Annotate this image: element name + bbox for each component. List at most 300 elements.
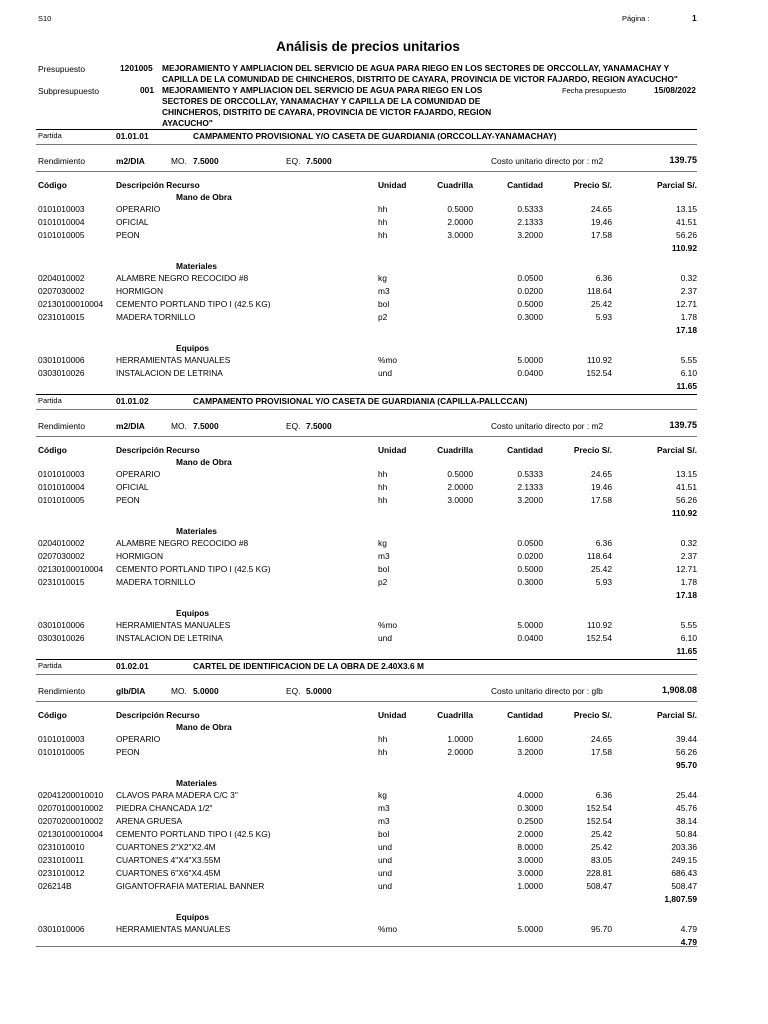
cell-codigo: 0301010006	[38, 355, 85, 365]
col-header-cuadrilla: Cuadrilla	[437, 710, 473, 720]
cell-cuadrilla: 2.0000	[447, 482, 473, 492]
cell-cuadrilla: 3.0000	[447, 230, 473, 240]
cell-descripcion: HERRAMIENTAS MANUALES	[116, 924, 231, 934]
partida-name-rule	[36, 409, 697, 410]
cell-unidad: hh	[378, 204, 388, 214]
cell-precio: 24.65	[591, 204, 612, 214]
cell-precio: 6.36	[595, 538, 612, 548]
presupuesto-code: 1201005	[120, 63, 153, 73]
cell-parcial: 0.32	[680, 273, 697, 283]
cell-precio: 5.93	[595, 577, 612, 587]
cell-codigo: 0204010002	[38, 273, 85, 283]
col-header-precio: Precio S/.	[573, 710, 612, 720]
cell-cantidad: 1.0000	[517, 881, 543, 891]
cell-unidad: m3	[378, 286, 390, 296]
cell-precio: 152.54	[586, 633, 612, 643]
cell-precio: 118.64	[587, 551, 612, 561]
cell-descripcion: MADERA TORNILLO	[116, 312, 196, 322]
cell-precio: 17.58	[591, 495, 612, 505]
cell-cantidad: 2.1333	[517, 482, 543, 492]
partida-code: 01.02.01	[116, 661, 149, 671]
cell-precio: 118.64	[587, 286, 612, 296]
cell-precio: 19.46	[591, 217, 612, 227]
col-header-codigo: Código	[38, 180, 67, 190]
partida-block	[0, 127, 768, 397]
cell-precio: 152.54	[586, 803, 612, 813]
cell-unidad: p2	[378, 577, 388, 587]
cell-cantidad: 2.0000	[517, 829, 543, 839]
fecha-label: Fecha presupuesto	[562, 86, 627, 95]
cell-precio: 110.92	[587, 620, 612, 630]
partida-label: Partida	[38, 661, 62, 670]
cell-codigo: 0303010026	[38, 368, 85, 378]
costo-unitario-label: Costo unitario directo por : m2	[491, 156, 604, 166]
cell-codigo: 02130100010004	[38, 564, 104, 574]
group-subtotal: 1,807.59	[664, 894, 697, 904]
partida-name: CAMPAMENTO PROVISIONAL Y/O CASETA DE GUARDIANIA (CAPILLA-PALLCCAN)	[193, 396, 528, 406]
presupuesto-description: MEJORAMIENTO Y AMPLIACION DEL SERVICIO DE AGUA PARA RIEGO EN LOS SECTORES DE ORCCOLLAY, YANAMACHAY Y CAPILLA DE LA COMUNIDAD DE CHINCHEROS, DISTRITO DE CAYARA, PROVINCIA DE VICTOR FAJARDO, REGION AYACUCHO"	[162, 63, 678, 84]
cell-codigo: 0204010002	[38, 538, 85, 548]
cell-cantidad: 0.0400	[517, 633, 543, 643]
table-row	[0, 495, 768, 508]
cell-precio: 152.54	[586, 816, 612, 826]
eq-label: EQ.	[286, 421, 301, 431]
cell-cantidad: 3.2000	[517, 230, 543, 240]
cell-precio: 17.58	[591, 230, 612, 240]
partida-top-rule	[36, 129, 697, 130]
cell-precio: 95.70	[591, 924, 612, 934]
cell-descripcion: ALAMBRE NEGRO RECOCIDO #8	[116, 538, 249, 548]
partida-block	[0, 657, 768, 947]
mo-label: MO.	[171, 421, 187, 431]
cell-unidad: kg	[378, 538, 387, 548]
cell-unidad: hh	[378, 482, 388, 492]
table-row	[0, 881, 768, 894]
cell-descripcion: PEON	[116, 747, 140, 757]
header-rule	[36, 701, 697, 702]
partida-code: 01.01.02	[116, 396, 149, 406]
mo-value: 7.5000	[193, 156, 219, 166]
subpresupuesto-label: Subpresupuesto	[38, 86, 99, 96]
cell-unidad: kg	[378, 273, 387, 283]
cell-cantidad: 0.0500	[517, 273, 543, 283]
group-title: Materiales	[176, 526, 217, 536]
table-row	[0, 538, 768, 551]
cell-codigo: 0301010006	[38, 924, 85, 934]
cell-parcial: 5.55	[680, 620, 697, 630]
eq-label: EQ.	[286, 686, 301, 696]
cell-codigo: 0101010005	[38, 230, 85, 240]
partida-block	[0, 392, 768, 662]
cell-cantidad: 0.0200	[517, 286, 543, 296]
cell-cantidad: 0.0200	[517, 551, 543, 561]
table-row	[0, 620, 768, 633]
cell-descripcion: CEMENTO PORTLAND TIPO I (42.5 KG)	[116, 299, 271, 309]
cell-unidad: hh	[378, 217, 388, 227]
cell-descripcion: INSTALACION DE LETRINA	[116, 633, 223, 643]
cell-unidad: hh	[378, 495, 388, 505]
table-row	[0, 469, 768, 482]
cell-unidad: m3	[378, 803, 390, 813]
partida-label: Partida	[38, 131, 62, 140]
cell-parcial: 2.37	[680, 286, 697, 296]
cell-codigo: 0101010005	[38, 747, 85, 757]
cell-cantidad: 0.3000	[517, 577, 543, 587]
cell-precio: 6.36	[595, 273, 612, 283]
cell-codigo: 0207030002	[38, 551, 85, 561]
cell-precio: 24.65	[591, 734, 612, 744]
cell-parcial: 56.26	[676, 495, 697, 505]
cell-unidad: und	[378, 842, 392, 852]
cell-cantidad: 0.5333	[517, 204, 543, 214]
cell-cantidad: 0.2500	[517, 816, 543, 826]
col-header-cantidad: Cantidad	[507, 445, 543, 455]
eq-label: EQ.	[286, 156, 301, 166]
cell-descripcion: OPERARIO	[116, 734, 161, 744]
cell-parcial: 41.51	[676, 217, 697, 227]
cell-descripcion: OPERARIO	[116, 469, 161, 479]
col-header-precio: Precio S/.	[573, 445, 612, 455]
cell-descripcion: HORMIGON	[116, 551, 163, 561]
cell-descripcion: MADERA TORNILLO	[116, 577, 196, 587]
cell-cuadrilla: 0.5000	[447, 204, 473, 214]
cell-descripcion: CUARTONES 6"X6"X4.45M	[116, 868, 221, 878]
cell-precio: 110.92	[587, 355, 612, 365]
col-header-unidad: Unidad	[378, 445, 407, 455]
eq-value: 7.5000	[306, 156, 332, 166]
mo-value: 7.5000	[193, 421, 219, 431]
cell-parcial: 0.32	[680, 538, 697, 548]
partida-code: 01.01.01	[116, 131, 149, 141]
cell-codigo: 0231010012	[38, 868, 85, 878]
cell-codigo: 0101010003	[38, 469, 85, 479]
eq-value: 7.5000	[306, 421, 332, 431]
table-row	[0, 299, 768, 312]
cell-parcial: 2.37	[680, 551, 697, 561]
cell-codigo: 02130100010004	[38, 299, 104, 309]
cell-cantidad: 5.0000	[517, 355, 543, 365]
partida-top-rule	[36, 394, 697, 395]
cell-parcial: 38.14	[676, 816, 697, 826]
col-header-unidad: Unidad	[378, 710, 407, 720]
group-subtotal: 11.65	[676, 646, 697, 656]
table-row	[0, 790, 768, 803]
col-header-descripcion: Descripción Recurso	[116, 180, 200, 190]
cell-codigo: 0101010004	[38, 482, 85, 492]
table-row	[0, 868, 768, 881]
cell-codigo: 0301010006	[38, 620, 85, 630]
cell-unidad: hh	[378, 734, 388, 744]
page-label: Página :	[622, 14, 650, 23]
table-row	[0, 855, 768, 868]
header-rule	[36, 171, 697, 172]
fecha-value: 15/08/2022	[654, 85, 696, 95]
cell-cuadrilla: 3.0000	[447, 495, 473, 505]
cell-parcial: 56.26	[676, 230, 697, 240]
group-title: Equipos	[176, 608, 210, 618]
table-row	[0, 564, 768, 577]
rendimiento-unit: m2/DIA	[116, 421, 145, 431]
group-title: Mano de Obra	[176, 722, 232, 732]
col-header-parcial: Parcial S/.	[656, 180, 697, 190]
subpresupuesto-description: MEJORAMIENTO Y AMPLIACION DEL SERVICIO DE AGUA PARA RIEGO EN LOS SECTORES DE ORCCOLLAY, YANAMACHAY Y CAPILLA DE LA COMUNIDAD DE CHINCHEROS, DISTRITO DE CAYARA, PROVINCIA DE VICTOR FAJARDO, REGION AYACUCHO"	[162, 85, 492, 128]
cell-parcial: 5.55	[680, 355, 697, 365]
cell-codigo: 0231010010	[38, 842, 85, 852]
cell-parcial: 6.10	[680, 633, 697, 643]
cell-precio: 83.05	[591, 855, 612, 865]
cell-unidad: bol	[378, 299, 390, 309]
table-row	[0, 747, 768, 760]
partida-top-rule	[36, 659, 697, 660]
cell-cantidad: 3.0000	[517, 855, 543, 865]
partida-name: CARTEL DE IDENTIFICACION DE LA OBRA DE 2.40X3.6 M	[193, 661, 424, 671]
group-title: Equipos	[176, 343, 210, 353]
cell-unidad: hh	[378, 230, 388, 240]
cell-unidad: %mo	[378, 620, 398, 630]
cell-descripcion: PEON	[116, 230, 140, 240]
cell-codigo: 0207030002	[38, 286, 85, 296]
cell-cantidad: 2.1333	[517, 217, 543, 227]
cell-precio: 6.36	[595, 790, 612, 800]
cell-cuadrilla: 2.0000	[447, 217, 473, 227]
cell-precio: 508.47	[586, 881, 612, 891]
cell-cantidad: 8.0000	[517, 842, 543, 852]
col-header-descripcion: Descripción Recurso	[116, 710, 200, 720]
table-row	[0, 368, 768, 381]
cell-cantidad: 1.6000	[517, 734, 543, 744]
cell-parcial: 508.47	[671, 881, 697, 891]
table-row	[0, 577, 768, 590]
cell-unidad: und	[378, 868, 392, 878]
costo-unitario-label: Costo unitario directo por : m2	[491, 421, 604, 431]
rendimiento-unit: glb/DIA	[116, 686, 146, 696]
table-row	[0, 734, 768, 747]
header-rule	[36, 436, 697, 437]
cell-codigo: 0303010026	[38, 633, 85, 643]
cell-cantidad: 3.0000	[517, 868, 543, 878]
table-row	[0, 230, 768, 243]
cell-unidad: p2	[378, 312, 388, 322]
cell-codigo: 0231010015	[38, 577, 85, 587]
cell-precio: 19.46	[591, 482, 612, 492]
cell-descripcion: CEMENTO PORTLAND TIPO I (42.5 KG)	[116, 564, 271, 574]
cell-precio: 17.58	[591, 747, 612, 757]
mo-label: MO.	[171, 156, 187, 166]
cell-parcial: 50.84	[676, 829, 697, 839]
cell-cantidad: 3.2000	[517, 747, 543, 757]
mo-label: MO.	[171, 686, 187, 696]
cell-descripcion: OFICIAL	[116, 217, 149, 227]
cell-descripcion: ALAMBRE NEGRO RECOCIDO #8	[116, 273, 249, 283]
cell-unidad: und	[378, 633, 392, 643]
cell-unidad: m3	[378, 816, 390, 826]
cell-parcial: 56.26	[676, 747, 697, 757]
cell-codigo: 02130100010004	[38, 829, 104, 839]
col-header-unidad: Unidad	[378, 180, 407, 190]
cell-descripcion: ARENA GRUESA	[116, 816, 183, 826]
table-row	[0, 355, 768, 368]
cell-descripcion: CUARTONES 4"X4"X3.55M	[116, 855, 221, 865]
cell-descripcion: CUARTONES 2"X2"X2.4M	[116, 842, 216, 852]
cell-unidad: hh	[378, 747, 388, 757]
cell-codigo: 02070100010002	[38, 803, 104, 813]
cell-unidad: %mo	[378, 355, 398, 365]
cell-codigo: 02070200010002	[38, 816, 104, 826]
group-title: Mano de Obra	[176, 192, 232, 202]
group-subtotal: 110.92	[671, 508, 697, 518]
cell-cantidad: 0.5000	[517, 564, 543, 574]
cell-unidad: und	[378, 855, 392, 865]
table-row	[0, 829, 768, 842]
cell-cantidad: 0.0500	[517, 538, 543, 548]
col-header-precio: Precio S/.	[573, 180, 612, 190]
mo-value: 5.0000	[193, 686, 219, 696]
cell-parcial: 41.51	[676, 482, 697, 492]
cell-unidad: kg	[378, 790, 387, 800]
cell-parcial: 1.78	[680, 312, 697, 322]
cell-cantidad: 0.5000	[517, 299, 543, 309]
cell-cuadrilla: 0.5000	[447, 469, 473, 479]
group-subtotal: 11.65	[676, 381, 697, 391]
partida-label: Partida	[38, 396, 62, 405]
cell-codigo: 02041200010010	[38, 790, 104, 800]
group-title: Equipos	[176, 912, 210, 922]
table-row	[0, 204, 768, 217]
group-title: Mano de Obra	[176, 457, 232, 467]
cell-parcial: 12.71	[676, 299, 697, 309]
cell-parcial: 13.15	[676, 469, 697, 479]
costo-unitario-value: 1,908.08	[661, 685, 697, 695]
cell-precio: 25.42	[591, 299, 612, 309]
rendimiento-label: Rendimiento	[38, 156, 86, 166]
cell-cantidad: 5.0000	[517, 924, 543, 934]
table-row	[0, 482, 768, 495]
cell-cantidad: 3.2000	[517, 495, 543, 505]
cell-parcial: 39.44	[676, 734, 697, 744]
rendimiento-unit: m2/DIA	[116, 156, 145, 166]
cell-unidad: hh	[378, 469, 388, 479]
group-subtotal: 17.18	[676, 325, 697, 335]
col-header-codigo: Código	[38, 445, 67, 455]
cell-parcial: 203.36	[671, 842, 697, 852]
cell-descripcion: GIGANTOFRAFIA MATERIAL BANNER	[116, 881, 265, 891]
cell-codigo: 0101010004	[38, 217, 85, 227]
cell-descripcion: HORMIGON	[116, 286, 163, 296]
cell-codigo: 0231010011	[38, 855, 84, 865]
cell-codigo: 0101010003	[38, 204, 85, 214]
table-row	[0, 312, 768, 325]
col-header-parcial: Parcial S/.	[656, 445, 697, 455]
table-row	[0, 842, 768, 855]
cell-unidad: m3	[378, 551, 390, 561]
cell-unidad: und	[378, 368, 392, 378]
cell-precio: 228.81	[586, 868, 612, 878]
table-row	[0, 286, 768, 299]
cell-cantidad: 0.3000	[517, 312, 543, 322]
eq-value: 5.0000	[306, 686, 332, 696]
cell-descripcion: HERRAMIENTAS MANUALES	[116, 355, 231, 365]
cell-codigo: 0101010005	[38, 495, 85, 505]
cell-precio: 152.54	[586, 368, 612, 378]
table-row	[0, 803, 768, 816]
costo-unitario-value: 139.75	[669, 155, 697, 165]
subpresupuesto-code: 001	[140, 85, 154, 95]
cell-parcial: 25.44	[676, 790, 697, 800]
cell-cantidad: 0.5333	[517, 469, 543, 479]
cell-cantidad: 4.0000	[517, 790, 543, 800]
report-code: S10	[38, 14, 52, 23]
cell-cuadrilla: 2.0000	[447, 747, 473, 757]
cell-cuadrilla: 1.0000	[447, 734, 473, 744]
col-header-descripcion: Descripción Recurso	[116, 445, 200, 455]
table-row	[0, 816, 768, 829]
costo-unitario-label: Costo unitario directo por : glb	[491, 686, 603, 696]
cell-unidad: %mo	[378, 924, 398, 934]
cell-unidad: bol	[378, 829, 390, 839]
cell-cantidad: 5.0000	[517, 620, 543, 630]
cell-codigo: 0231010015	[38, 312, 85, 322]
cell-codigo: 026214B	[38, 881, 72, 891]
partida-name-rule	[36, 144, 697, 145]
table-row	[0, 551, 768, 564]
rendimiento-label: Rendimiento	[38, 686, 86, 696]
cell-descripcion: CEMENTO PORTLAND TIPO I (42.5 KG)	[116, 829, 271, 839]
page-title: Análisis de precios unitarios	[276, 39, 460, 54]
cell-precio: 5.93	[595, 312, 612, 322]
cell-descripcion: OFICIAL	[116, 482, 149, 492]
group-subtotal: 17.18	[676, 590, 697, 600]
cell-parcial: 686.43	[671, 868, 697, 878]
partida-name: CAMPAMENTO PROVISIONAL Y/O CASETA DE GUARDIANIA (ORCCOLLAY-YANAMACHAY)	[193, 131, 557, 141]
cell-descripcion: INSTALACION DE LETRINA	[116, 368, 223, 378]
cell-codigo: 0101010003	[38, 734, 85, 744]
col-header-cantidad: Cantidad	[507, 710, 543, 720]
cell-descripcion: HERRAMIENTAS MANUALES	[116, 620, 231, 630]
cell-precio: 24.65	[591, 469, 612, 479]
table-row	[0, 633, 768, 646]
table-row	[0, 217, 768, 230]
table-row	[0, 924, 768, 937]
table-row	[0, 273, 768, 286]
group-subtotal: 95.70	[676, 760, 697, 770]
cell-parcial: 13.15	[676, 204, 697, 214]
costo-unitario-value: 139.75	[669, 420, 697, 430]
cell-cantidad: 0.0400	[517, 368, 543, 378]
cell-parcial: 45.76	[676, 803, 697, 813]
col-header-cuadrilla: Cuadrilla	[437, 180, 473, 190]
cell-precio: 25.42	[591, 829, 612, 839]
cell-descripcion: CLAVOS PARA MADERA C/C 3"	[116, 790, 238, 800]
cell-parcial: 1.78	[680, 577, 697, 587]
group-subtotal: 110.92	[671, 243, 697, 253]
cell-descripcion: OPERARIO	[116, 204, 161, 214]
cell-cantidad: 0.3000	[517, 803, 543, 813]
col-header-cantidad: Cantidad	[507, 180, 543, 190]
cell-unidad: bol	[378, 564, 390, 574]
presupuesto-label: Presupuesto	[38, 64, 86, 74]
col-header-cuadrilla: Cuadrilla	[437, 445, 473, 455]
col-header-codigo: Código	[38, 710, 67, 720]
cell-precio: 25.42	[591, 564, 612, 574]
cell-parcial: 4.79	[680, 924, 697, 934]
cell-descripcion: PIEDRA CHANCADA 1/2"	[116, 803, 213, 813]
rendimiento-label: Rendimiento	[38, 421, 86, 431]
cell-parcial: 6.10	[680, 368, 697, 378]
group-title: Materiales	[176, 778, 217, 788]
cell-precio: 25.42	[591, 842, 612, 852]
page-number: 1	[692, 13, 697, 23]
cell-parcial: 249.15	[671, 855, 697, 865]
